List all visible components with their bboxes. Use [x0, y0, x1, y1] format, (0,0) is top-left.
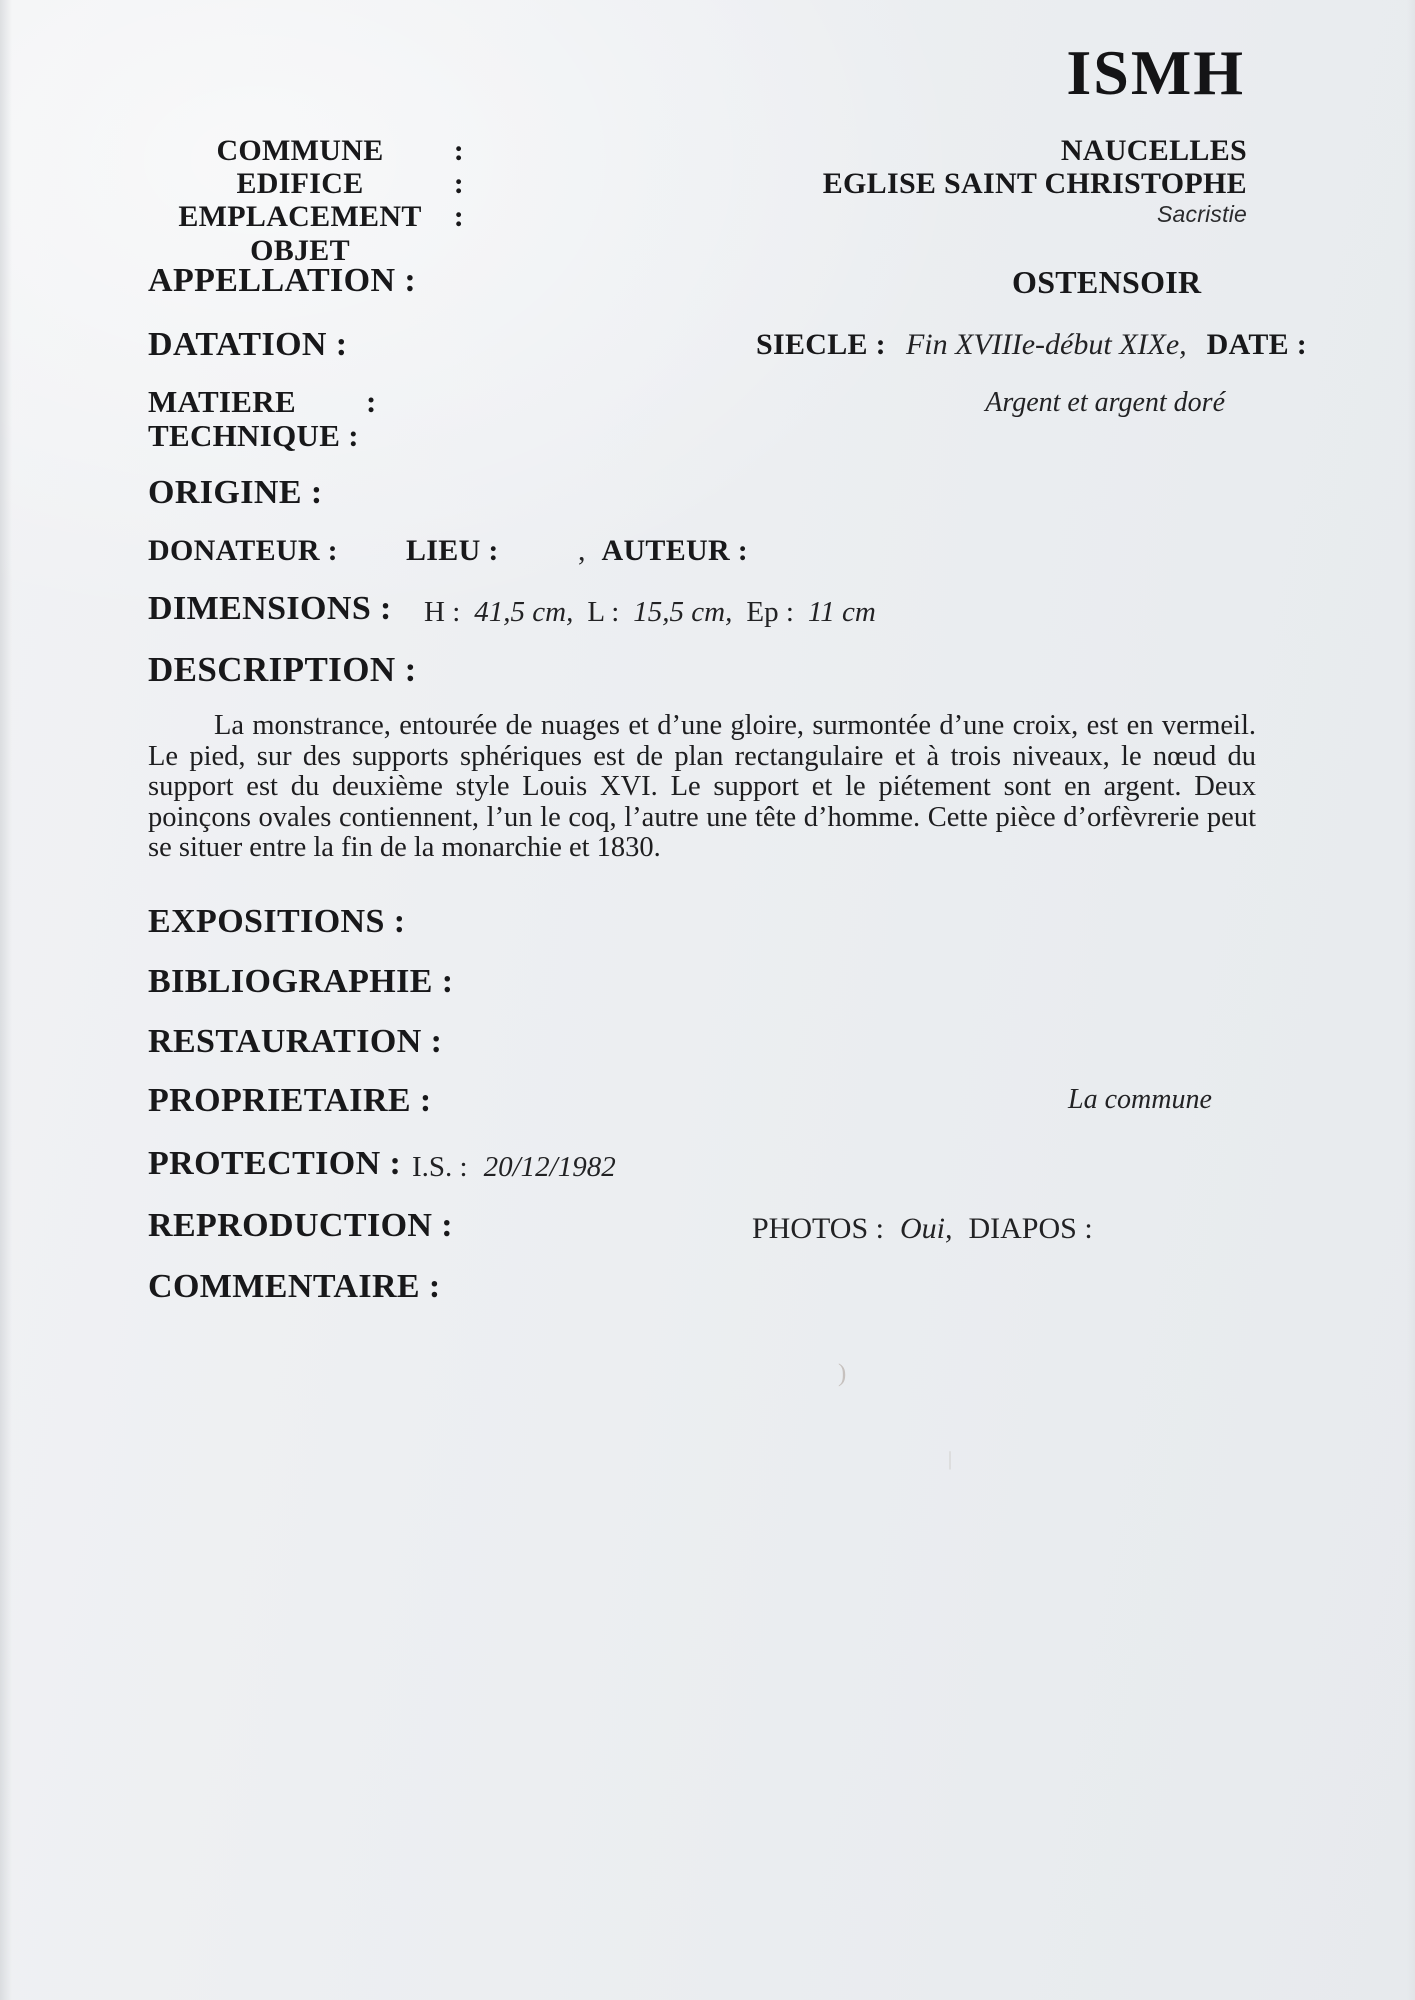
- edifice-label: EDIFICE: [236, 167, 364, 200]
- matiere-colon: :: [365, 384, 377, 419]
- origine-label: ORIGINE :: [148, 474, 323, 511]
- reproduction-values: [752, 1212, 1093, 1246]
- bibliographie-label: BIBLIOGRAPHIE :: [148, 963, 454, 1000]
- emplacement-value: Sacristie: [1157, 201, 1247, 227]
- edifice-value: EGLISE SAINT CHRISTOPHE: [822, 167, 1247, 200]
- auteur-group: [578, 534, 748, 568]
- protection-label: PROTECTION :: [148, 1145, 402, 1182]
- dimensions-values: [424, 596, 876, 629]
- commune-value: NAUCELLES: [1060, 134, 1247, 167]
- datation-label: DATATION :: [148, 326, 348, 363]
- dimension-ep-value: 11 cm: [807, 596, 876, 628]
- photos-value: Oui,: [899, 1212, 953, 1245]
- expositions-label: EXPOSITIONS :: [148, 903, 406, 940]
- protection-is-value: 20/12/1982: [483, 1151, 616, 1183]
- restauration-label: RESTAURATION :: [148, 1023, 443, 1060]
- matiere-value: Argent et argent doré: [985, 387, 1225, 418]
- donateur-label: DONATEUR :: [148, 534, 338, 567]
- diapos-label: DIAPOS :: [968, 1212, 1093, 1245]
- matiere-row: [148, 384, 377, 420]
- date-label: DATE :: [1206, 328, 1308, 361]
- photos-label: PHOTOS :: [752, 1212, 884, 1245]
- reproduction-label: REPRODUCTION :: [148, 1207, 453, 1244]
- description-text: La monstrance, entourée de nuages et d’une gloire, surmontée d’une croix, est en vermeil. Le pied, sur des supports sphériques est de plan rectangulaire et à trois niveaux, le nœud du support est du deuxième style Louis XVI. Le support et le piétement sont en argent. Deux poinçons ovales contiennent, l’un le coq, l’autre une tête d’homme. Cette pièce d’orfèvrerie peut se situer entre la fin de la monarchie et 1830.: [148, 710, 1256, 863]
- header-value-block: [823, 134, 1247, 228]
- appellation-label: APPELLATION :: [148, 262, 417, 299]
- dimensions-label: DIMENSIONS :: [148, 590, 392, 627]
- commune-colon: :: [453, 134, 464, 167]
- ismh-stamp: ISMH: [1066, 37, 1245, 108]
- commune-row: [148, 134, 464, 167]
- siecle-group: [756, 328, 1307, 362]
- commentaire-label: COMMENTAIRE :: [148, 1268, 441, 1305]
- emplacement-objet-label: EMPLACEMENT OBJET: [178, 200, 422, 267]
- header-label-block: [148, 134, 464, 267]
- emplacement-colon: :: [453, 200, 464, 233]
- appellation-value: OSTENSOIR: [1012, 264, 1202, 300]
- proprietaire-label: PROPRIETAIRE :: [148, 1082, 432, 1119]
- dimension-h-label: H :: [424, 596, 461, 628]
- lieu-label: LIEU :: [406, 534, 499, 567]
- emplacement-row: [148, 200, 464, 267]
- dimension-h-value: 41,5 cm,: [474, 596, 574, 628]
- technique-label: TECHNIQUE :: [148, 418, 359, 453]
- description-label: DESCRIPTION :: [148, 650, 417, 689]
- scan-artifact-paren: ): [838, 1360, 847, 1387]
- dimension-ep-label: Ep :: [746, 596, 794, 628]
- dimension-l-label: L :: [587, 596, 620, 628]
- auteur-comma: ,: [578, 534, 586, 567]
- matiere-label: MATIERE: [148, 384, 296, 419]
- siecle-value: Fin XVIIIe-début XIXe,: [905, 328, 1187, 361]
- protection-values: [412, 1151, 616, 1184]
- edifice-row: [148, 167, 464, 200]
- auteur-label: AUTEUR :: [601, 534, 749, 567]
- edifice-colon: :: [453, 167, 464, 200]
- siecle-label: SIECLE :: [756, 328, 886, 361]
- protection-is-label: I.S. :: [412, 1151, 468, 1183]
- dimension-l-value: 15,5 cm,: [633, 596, 733, 628]
- scan-artifact-tick: |: [948, 1448, 953, 1470]
- proprietaire-value: La commune: [1068, 1084, 1212, 1115]
- commune-label: COMMUNE: [216, 134, 384, 167]
